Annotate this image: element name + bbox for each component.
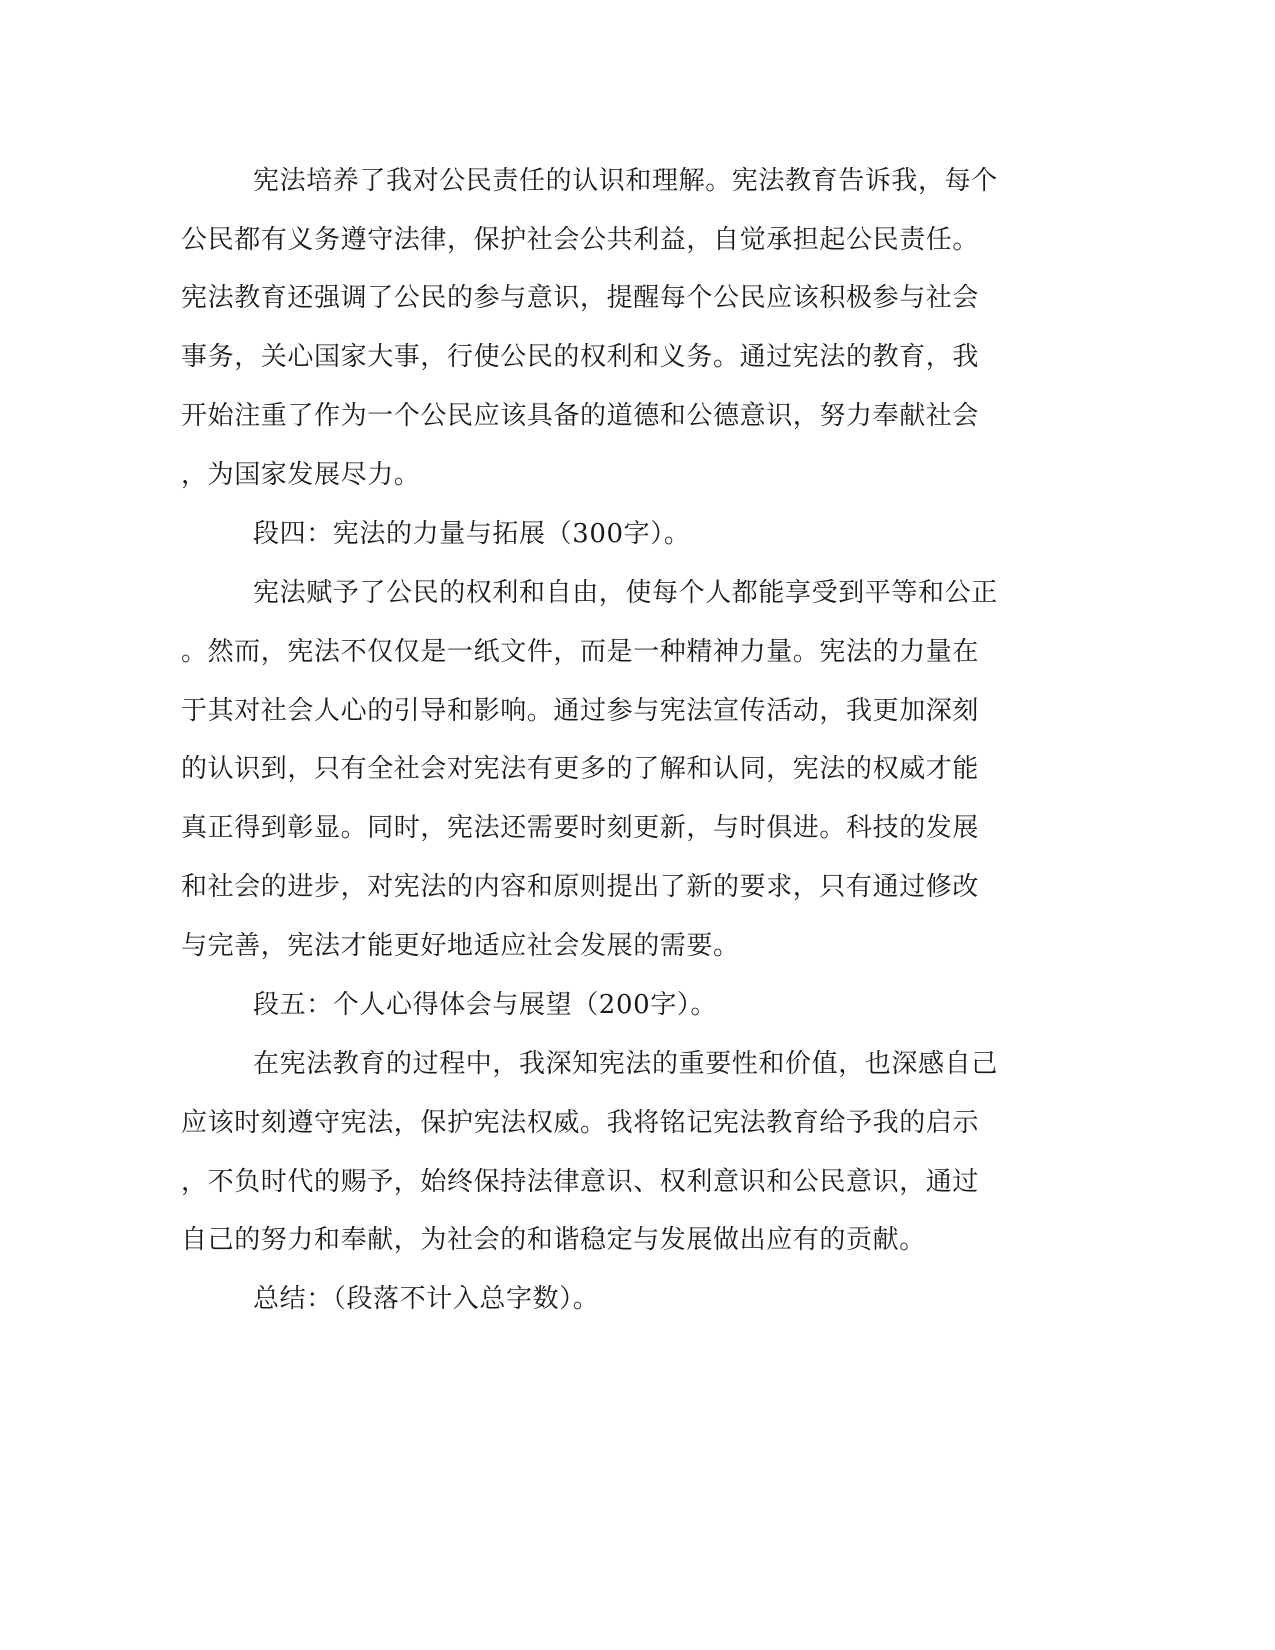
text-line: 在宪法教育的过程中，我深知宪法的重要性和价值，也深感自己: [253, 1049, 998, 1079]
text-line: 自己的努力和奉献，为社会的和谐稳定与发展做出应有的贡献。: [181, 1225, 926, 1255]
text-line: 宪法培养了我对公民责任的认识和理解。宪法教育告诉我，每个: [253, 166, 998, 196]
text-line: 宪法赋予了公民的权利和自由，使每个人都能享受到平等和公正: [253, 578, 998, 608]
text-line: 宪法教育还强调了公民的参与意识，提醒每个公民应该积极参与社会: [181, 283, 980, 313]
text-line: ，为国家发展尽力。: [181, 460, 421, 490]
text-line: 应该时刻遵守宪法，保护宪法权威。我将铭记宪法教育给予我的启示: [181, 1108, 980, 1138]
text-line: 和社会的进步，对宪法的内容和原则提出了新的要求，只有通过修改: [181, 872, 980, 902]
text-line: 与完善，宪法才能更好地适应社会发展的需要。: [181, 931, 740, 961]
text-line: ，不负时代的赐予，始终保持法律意识、权利意识和公民意识，通过: [181, 1167, 980, 1197]
text-line: 事务，关心国家大事，行使公民的权利和义务。通过宪法的教育，我: [181, 342, 980, 372]
text-line: 。然而，宪法不仅仅是一纸文件，而是一种精神力量。宪法的力量在: [181, 637, 980, 667]
text-line: 于其对社会人心的引导和影响。通过参与宪法宣传活动，我更加深刻: [181, 696, 980, 726]
text-line: 开始注重了作为一个公民应该具备的道德和公德意识，努力奉献社会: [181, 401, 980, 431]
section-heading: 段五：个人心得体会与展望（200字）。: [253, 990, 718, 1020]
text-line: 的认识到，只有全社会对宪法有更多的了解和认同，宪法的权威才能: [181, 754, 980, 784]
section-heading: 总结：（段落不计入总字数）。: [253, 1284, 600, 1314]
section-heading: 段四：宪法的力量与拓展（300字）。: [253, 519, 691, 549]
text-line: 公民都有义务遵守法律，保护社会公共利益，自觉承担起公民责任。: [181, 225, 980, 255]
text-line: 真正得到彰显。同时，宪法还需要时刻更新，与时俱进。科技的发展: [181, 813, 980, 843]
